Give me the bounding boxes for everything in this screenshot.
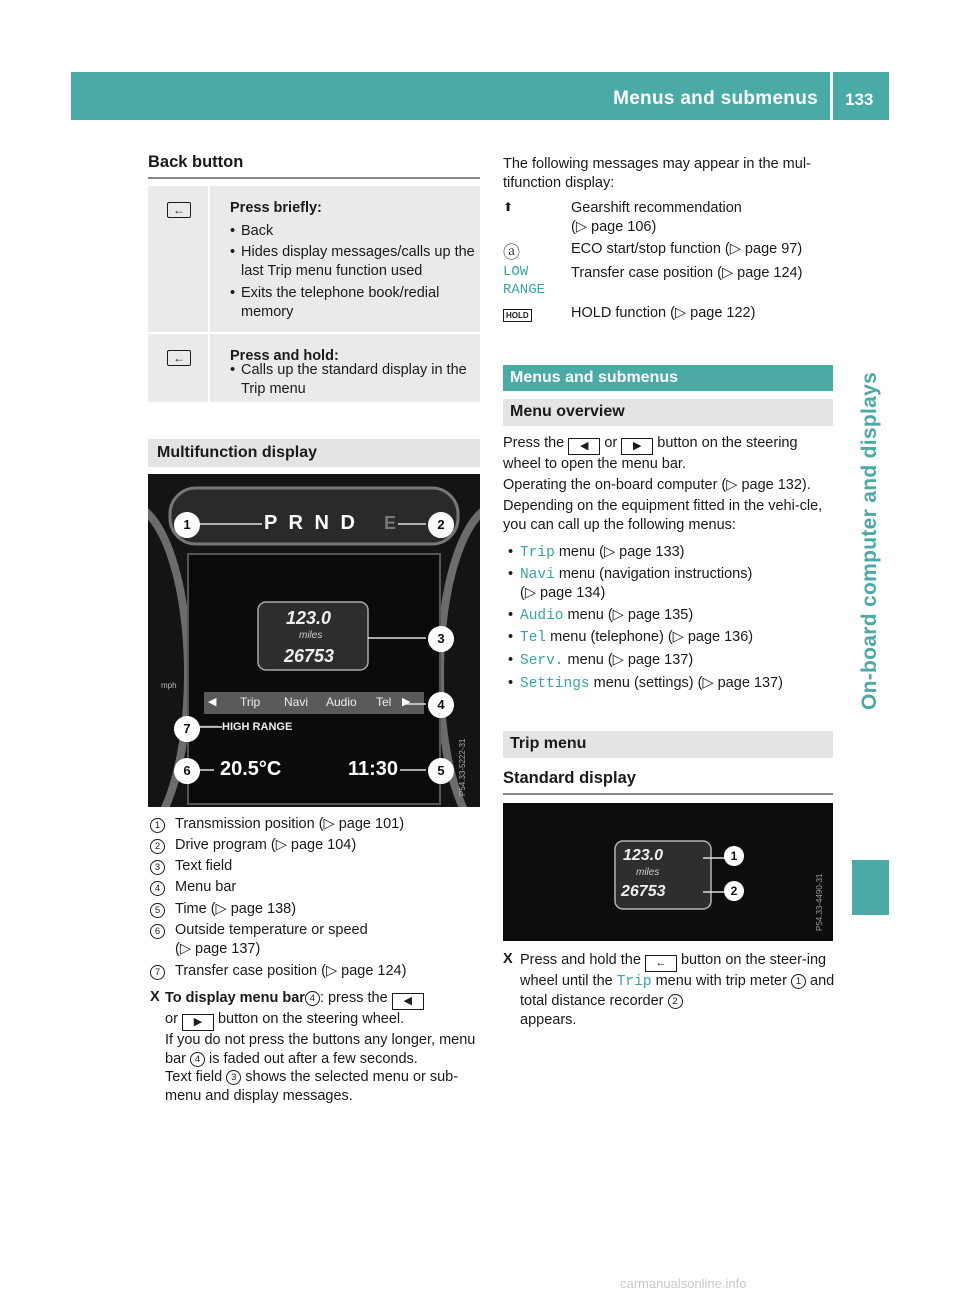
gear-indicator: P R N D	[264, 512, 358, 534]
trip-value: 123.0	[623, 847, 664, 864]
callout-number: 1	[150, 818, 165, 833]
clock-time: 11:30	[348, 758, 399, 780]
callout-number: 4	[305, 991, 320, 1006]
low-range-label: LOW RANGE	[503, 264, 546, 298]
step-label: To display menu bar	[165, 990, 305, 1006]
callout-number: 7	[150, 965, 165, 980]
outside-temperature: 20.5°C	[220, 758, 282, 780]
back-button-row-hold: ← Press and hold: • Calls up the standard display in the Trip menu	[148, 334, 480, 402]
step-instruction: To display menu bar 4 : press the ◀ or ▶ button on the steering wheel. If you do not press the buttons any longer, menu bar 4 is faded out after a few seconds.	[165, 990, 476, 1067]
hold-icon: HOLD	[503, 306, 532, 322]
message-eco: ECO start/stop function (▷ page 97)	[571, 241, 803, 257]
bullet-icon: •	[230, 285, 236, 301]
running-header-title: Menus and submenus	[613, 88, 818, 109]
message-hold: HOLD function (▷ page 122)	[571, 305, 756, 321]
drive-program-indicator: E	[384, 513, 397, 533]
bullet-icon: •	[230, 362, 236, 378]
trip-value: 123.0	[286, 608, 332, 628]
menu-item-tel: Tel	[376, 695, 392, 709]
left-button-icon: ◀	[392, 993, 424, 1010]
callout-6: 6	[174, 758, 200, 784]
back-key-icon: ←	[645, 955, 677, 972]
back-button-row-brief: ← Press briefly: • Back • Hides display messages/calls up the last Trip menu function used • Exits the telephone book/redial memory	[148, 186, 480, 332]
trip-unit: miles	[636, 867, 660, 878]
back-key-icon: ←	[167, 350, 191, 366]
key-cell	[148, 186, 210, 332]
messages-intro: The following messages may appear in the mul-tifunction display:	[503, 156, 811, 191]
back-button-heading: Back button	[148, 153, 244, 171]
callout-3: 3	[428, 626, 454, 652]
callout-number: 2	[150, 839, 165, 854]
step-arrow-icon: X	[150, 989, 160, 1005]
left-button-icon: ◀	[568, 438, 600, 455]
menu-item-audio: Audio	[326, 695, 357, 709]
operating-reference: Operating the on-board computer (▷ page 132).	[503, 477, 811, 493]
trip-menu-heading: Trip menu	[510, 735, 587, 752]
gearshift-icon: ⬆	[503, 200, 514, 214]
bullet-icon: •	[508, 566, 514, 582]
heading-rule	[148, 177, 480, 179]
trip-step-instruction: Press and hold the ← button on the steer-ing wheel until the Trip menu with trip meter 1 and total distance recorder 2 appears.	[520, 952, 835, 1028]
menu-overview-heading: Menu overview	[510, 403, 625, 420]
odometer-value: 26753	[284, 646, 335, 666]
callout-7: 7	[174, 716, 200, 742]
standard-display-heading: Standard display	[503, 769, 636, 787]
callout-number: 4	[150, 881, 165, 896]
bullet-icon: •	[230, 223, 236, 239]
bullet-icon: •	[508, 607, 514, 623]
watermark: carmanualsonline.info	[620, 1276, 747, 1291]
callout-5: 5	[428, 758, 454, 784]
menu-item-trip: Trip	[240, 695, 261, 709]
callout-number: 3	[150, 860, 165, 875]
callout-2: 2	[724, 881, 744, 901]
heading-rule	[503, 793, 833, 795]
callout-number: 3	[226, 1070, 241, 1085]
message-gearshift: Gearshift recommendation	[571, 200, 742, 216]
trip-display-photo	[503, 803, 833, 941]
row-title: Press briefly:	[230, 200, 322, 216]
trip-unit: miles	[299, 630, 323, 641]
back-key-icon: ←	[167, 202, 191, 218]
right-button-icon: ▶	[182, 1014, 214, 1031]
page-number: 133	[845, 90, 874, 109]
callout-4: 4	[428, 692, 454, 718]
callout-number: 1	[791, 974, 806, 989]
side-chapter-tab	[832, 175, 912, 775]
eco-icon: ⓐ	[503, 243, 520, 262]
menu-left-arrow-icon: ◀	[208, 696, 217, 708]
callout-number: 5	[150, 903, 165, 918]
figure-code: P54.33-4490-31	[815, 873, 824, 931]
step-arrow-icon: X	[503, 951, 513, 967]
bullet-icon: •	[508, 629, 514, 645]
equipment-note: Depending on the equipment fitted in the vehi-cle, you can call up the following menus:	[503, 498, 823, 533]
transfer-case-status: HIGH RANGE	[222, 721, 293, 733]
figure-code: P54.33-5222-31	[458, 738, 467, 796]
callout-number: 2	[668, 994, 683, 1009]
message-transfer-case: Transfer case position (▷ page 124)	[571, 265, 803, 281]
trip-display-illustration	[503, 803, 833, 941]
row-title: Press and hold:	[230, 348, 339, 364]
callout-number: 6	[150, 924, 165, 939]
bullet-icon: •	[508, 675, 514, 691]
menu-overview-paragraph: Press the ◀ or ▶ button on the steering wheel to open the menu bar.	[503, 435, 798, 472]
menus-submenus-heading: Menus and submenus	[510, 369, 679, 386]
callout-2: 2	[428, 512, 454, 538]
menu-item-navi: Navi	[284, 695, 309, 709]
bullet-icon: •	[508, 652, 514, 668]
callout-1: 1	[174, 512, 200, 538]
message-gearshift-ref: (▷ page 106)	[571, 219, 657, 235]
text-field-note: Text field 3 shows the selected menu or sub-menu and display messages.	[165, 1069, 459, 1104]
instrument-cluster-photo	[148, 474, 480, 807]
bullet-icon: •	[230, 244, 236, 260]
header-divider	[830, 72, 833, 120]
callout-1: 1	[724, 846, 744, 866]
side-tab-marker	[852, 860, 889, 915]
right-button-icon: ▶	[621, 438, 653, 455]
mph-label: mph	[161, 681, 177, 690]
bullet-icon: •	[508, 544, 514, 560]
multifunction-display-heading: Multifunction display	[157, 444, 317, 461]
key-cell	[148, 334, 210, 402]
odometer-value: 26753	[621, 883, 666, 900]
callout-number: 4	[190, 1052, 205, 1067]
menu-right-arrow-icon: ▶	[402, 696, 411, 708]
chapter-title: On-board computer and displays	[858, 371, 881, 710]
